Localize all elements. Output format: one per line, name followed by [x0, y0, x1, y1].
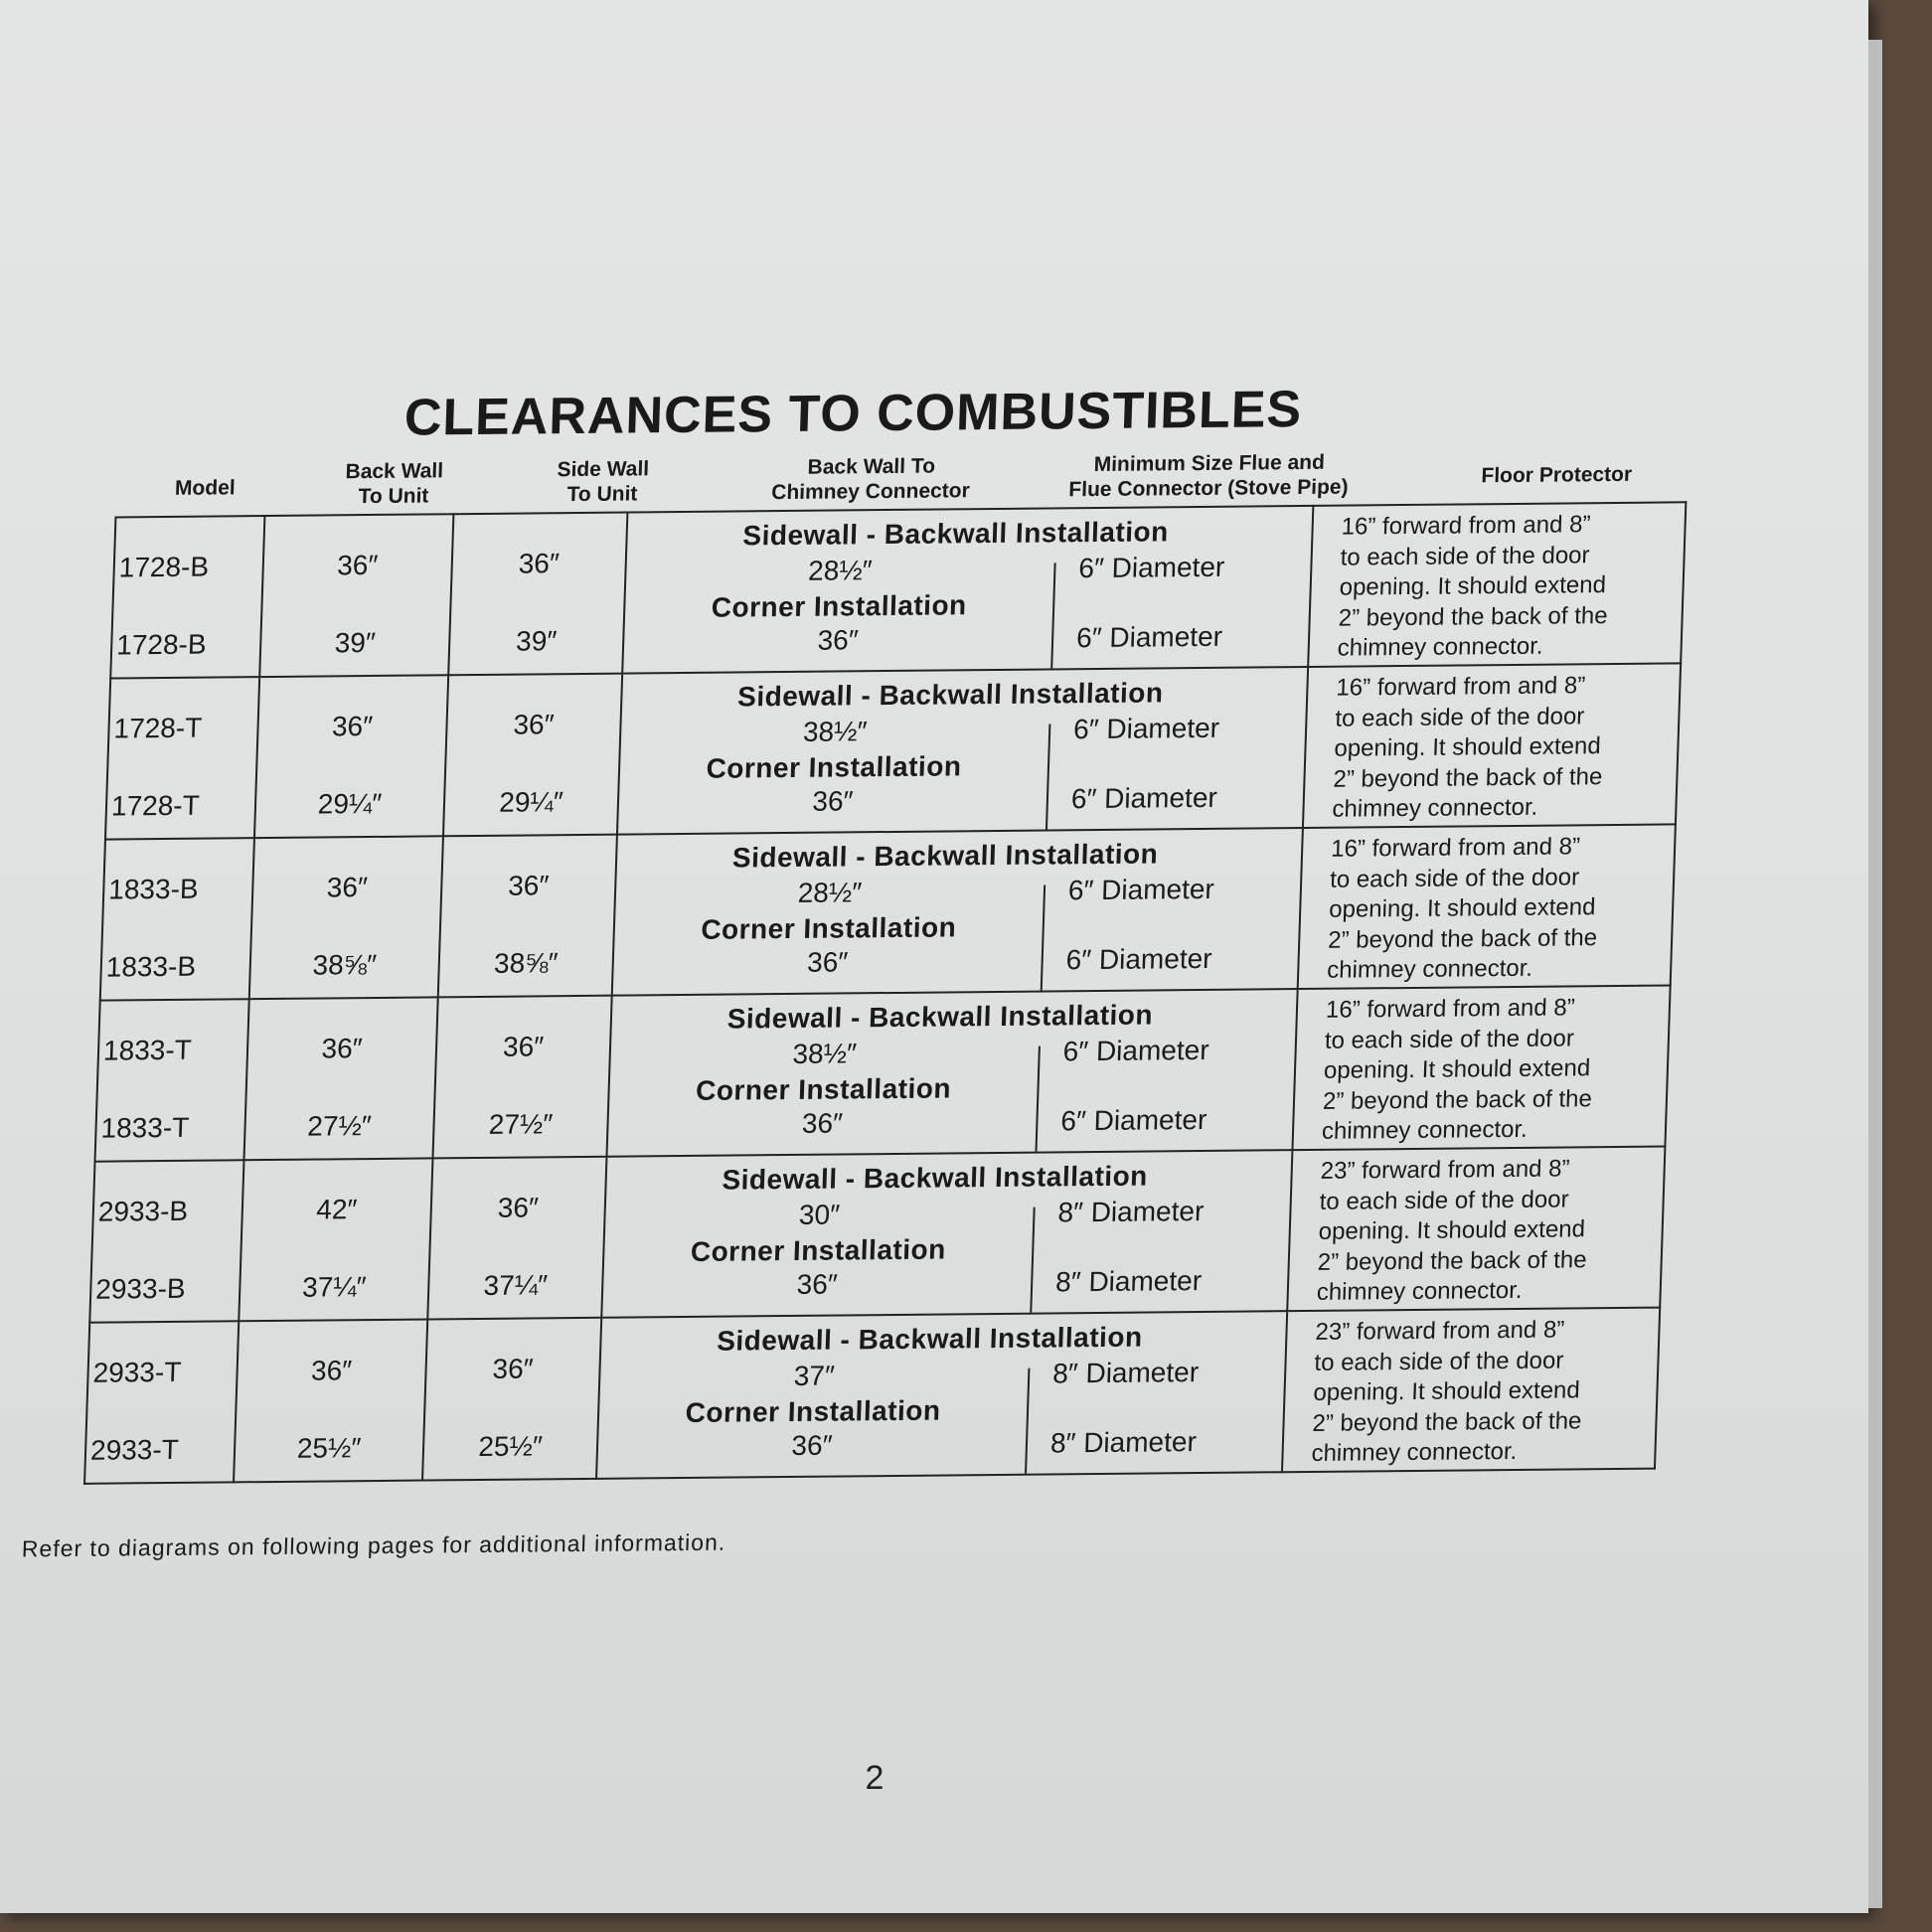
side-wall-corner-value: 38⅝″	[493, 947, 560, 979]
sidewall-installation-label: Sidewall - Backwall Installation	[722, 1160, 1149, 1196]
chimney-corner-value: 36″	[790, 1429, 834, 1461]
header-model: Model	[174, 476, 237, 500]
floor-line: to each side of the door	[1314, 1347, 1564, 1376]
side-wall-sidewall-value: 36″	[492, 1353, 535, 1384]
corner-installation-label: Corner Installation	[700, 911, 957, 945]
model-label: 1833-T	[102, 1034, 193, 1066]
back-wall-sidewall-value: 36″	[310, 1355, 353, 1386]
chimney-corner-value: 36″	[811, 785, 854, 817]
model-label: 1833-B	[105, 950, 197, 983]
flue-sidewall-value: 8″ Diameter	[1057, 1195, 1205, 1228]
back-wall-sidewall-value: 36″	[326, 872, 369, 903]
back-wall-cell	[234, 1319, 427, 1482]
floor-line: 23” forward from and 8”	[1320, 1155, 1570, 1185]
floor-line: 2” beyond the back of the	[1322, 1084, 1593, 1115]
model-label: 1833-B	[107, 873, 200, 905]
side-wall-cell	[427, 1157, 606, 1320]
back-wall-cell	[249, 836, 443, 999]
floor-protector-cell	[1282, 1308, 1660, 1473]
flue-sidewall-value: 6″ Diameter	[1062, 1034, 1210, 1067]
chimney-flue-cell	[601, 1150, 1292, 1318]
sidewall-installation-label: Sidewall - Backwall Installation	[731, 838, 1159, 874]
side-wall-corner-value: 39″	[515, 625, 558, 657]
side-wall-cell	[443, 674, 622, 837]
back-wall-cell	[259, 514, 453, 677]
back-wall-sidewall-value: 36″	[331, 710, 374, 742]
floor-line: chimney connector.	[1337, 632, 1543, 662]
flue-corner-value: 6″ Diameter	[1059, 1103, 1208, 1137]
model-cell	[95, 999, 249, 1161]
side-wall-sidewall-value: 36″	[518, 548, 561, 579]
sidewall-installation-label: Sidewall - Backwall Installation	[716, 1321, 1144, 1357]
header-side-wall: Side Wall To Unit	[557, 457, 650, 507]
table-row	[84, 1308, 1660, 1484]
floor-line: chimney connector.	[1321, 1115, 1529, 1145]
back-wall-sidewall-value: 42″	[315, 1194, 358, 1225]
page-edge	[1868, 40, 1882, 1908]
chimney-corner-value: 36″	[796, 1268, 839, 1300]
side-wall-cell	[432, 996, 611, 1159]
chimney-sidewall-value: 30″	[798, 1199, 841, 1230]
side-wall-sidewall-value: 36″	[507, 870, 550, 901]
chimney-sidewall-value: 38½″	[802, 716, 868, 747]
back-wall-corner-value: 39″	[334, 626, 377, 659]
floor-protector-cell	[1298, 824, 1676, 989]
clearances-document	[21, 361, 1789, 1562]
model-label: 1728-T	[113, 712, 203, 744]
chimney-sidewall-value: 38½″	[792, 1038, 858, 1069]
floor-line: to each side of the door	[1340, 541, 1590, 571]
table-row	[110, 502, 1686, 678]
flue-corner-value: 6″ Diameter	[1070, 781, 1218, 815]
floor-line: chimney connector.	[1311, 1437, 1518, 1467]
floor-line: 2” beyond the back of the	[1333, 762, 1603, 793]
back-wall-corner-value: 25½″	[296, 1432, 362, 1464]
model-label: 1728-T	[110, 789, 201, 822]
chimney-flue-cell	[606, 989, 1297, 1157]
model-label: 1728-B	[115, 628, 208, 661]
chimney-flue-cell	[617, 667, 1308, 835]
chimney-flue-cell	[596, 1311, 1287, 1479]
table-row	[100, 824, 1676, 1000]
flue-sidewall-value: 6″ Diameter	[1077, 551, 1225, 584]
flue-corner-value: 8″ Diameter	[1049, 1426, 1198, 1459]
floor-line: chimney connector.	[1316, 1276, 1524, 1306]
floor-line: 2” beyond the back of the	[1338, 601, 1609, 632]
back-wall-cell	[239, 1158, 432, 1321]
corner-installation-label: Corner Installation	[685, 1394, 942, 1429]
side-wall-cell	[438, 835, 617, 998]
page-title: CLEARANCES TO COMBUSTIBLES	[402, 380, 1304, 447]
chimney-sidewall-value: 28½″	[807, 555, 874, 586]
chimney-corner-value: 36″	[801, 1107, 844, 1139]
back-wall-corner-value: 38⅝″	[312, 948, 378, 981]
back-wall-corner-value: 27½″	[306, 1110, 373, 1142]
floor-line: 2” beyond the back of the	[1317, 1245, 1588, 1276]
floor-line: to each side of the door	[1319, 1185, 1570, 1215]
flue-sidewall-value: 6″ Diameter	[1067, 873, 1215, 906]
model-cell	[100, 838, 254, 1000]
floor-line: opening. It should extend	[1318, 1215, 1586, 1245]
side-wall-sidewall-value: 36″	[497, 1192, 540, 1223]
floor-line: opening. It should extend	[1339, 571, 1607, 601]
flue-corner-value: 6″ Diameter	[1075, 620, 1223, 654]
sidewall-installation-label: Sidewall - Backwall Installation	[736, 677, 1165, 713]
back-wall-corner-value: 29¼″	[317, 787, 383, 820]
corner-installation-label: Corner Installation	[711, 589, 968, 623]
model-label: 2933-B	[97, 1195, 189, 1227]
chimney-corner-value: 36″	[806, 946, 849, 978]
model-label: 2933-T	[89, 1433, 180, 1466]
side-wall-corner-value: 29¼″	[498, 786, 564, 818]
floor-protector-cell	[1287, 1147, 1665, 1312]
floor-line: opening. It should extend	[1313, 1376, 1581, 1406]
flue-sidewall-value: 6″ Diameter	[1072, 712, 1220, 745]
floor-line: chimney connector.	[1332, 793, 1538, 823]
back-wall-cell	[254, 675, 448, 838]
floor-protector-cell	[1308, 502, 1686, 667]
chimney-sidewall-value: 37″	[793, 1360, 836, 1391]
model-cell	[110, 516, 264, 678]
floor-line: opening. It should extend	[1328, 893, 1596, 923]
back-wall-cell	[243, 997, 437, 1160]
flue-corner-value: 8″ Diameter	[1054, 1265, 1203, 1298]
side-wall-corner-value: 27½″	[488, 1108, 554, 1140]
floor-line: 2” beyond the back of the	[1312, 1406, 1582, 1437]
floor-line: 16” forward from and 8”	[1336, 672, 1586, 702]
footnote: Refer to diagrams on following pages for additional information.	[21, 1529, 726, 1562]
floor-line: 16” forward from and 8”	[1330, 833, 1581, 863]
header-back-wall: Back Wall To Unit	[345, 459, 444, 509]
model-label: 1728-B	[118, 551, 210, 583]
sidewall-installation-label: Sidewall - Backwall Installation	[726, 999, 1154, 1035]
header-chimney: Back Wall To Chimney Connector	[770, 454, 971, 505]
header-flue: Minimum Size Flue and Flue Connector (Stove Pipe)	[1068, 450, 1349, 502]
side-wall-cell	[422, 1318, 601, 1481]
header-floor-protector: Floor Protector	[1481, 462, 1633, 488]
chimney-sidewall-value: 28½″	[797, 877, 863, 908]
back-wall-corner-value: 37¼″	[301, 1271, 368, 1303]
side-wall-corner-value: 25½″	[477, 1430, 544, 1463]
table-row	[105, 663, 1681, 839]
side-wall-corner-value: 37¼″	[483, 1269, 549, 1301]
table-row	[89, 1147, 1665, 1323]
clearances-table	[83, 501, 1687, 1485]
floor-line: 23” forward from and 8”	[1315, 1316, 1565, 1346]
model-label: 1833-T	[100, 1111, 190, 1144]
floor-line: 16” forward from and 8”	[1325, 994, 1576, 1024]
floor-protector-cell	[1292, 985, 1670, 1150]
flue-sidewall-value: 8″ Diameter	[1051, 1357, 1200, 1389]
floor-line: 16” forward from and 8”	[1341, 511, 1591, 541]
corner-installation-label: Corner Installation	[690, 1233, 947, 1267]
chimney-flue-cell	[622, 506, 1313, 674]
side-wall-sidewall-value: 36″	[513, 709, 556, 740]
page-number: 2	[865, 1759, 885, 1797]
model-cell	[105, 677, 259, 839]
floor-line: opening. It should extend	[1323, 1054, 1591, 1084]
model-label: 2933-T	[92, 1356, 182, 1388]
floor-line: to each side of the door	[1329, 863, 1580, 893]
chimney-flue-cell	[612, 828, 1303, 996]
model-cell	[84, 1321, 239, 1483]
floor-line: 2” beyond the back of the	[1327, 923, 1598, 954]
model-label: 2933-B	[94, 1272, 187, 1305]
corner-installation-label: Corner Installation	[695, 1072, 952, 1106]
flue-corner-value: 6″ Diameter	[1065, 942, 1213, 976]
back-wall-sidewall-value: 36″	[336, 549, 379, 581]
model-cell	[89, 1160, 243, 1322]
corner-installation-label: Corner Installation	[706, 750, 962, 784]
side-wall-sidewall-value: 36″	[502, 1031, 545, 1062]
floor-line: chimney connector.	[1326, 954, 1533, 984]
floor-line: to each side of the door	[1335, 702, 1585, 732]
sidewall-installation-label: Sidewall - Backwall Installation	[741, 516, 1170, 552]
floor-protector-cell	[1303, 663, 1681, 828]
table-row	[95, 985, 1671, 1161]
floor-line: opening. It should extend	[1334, 732, 1602, 762]
back-wall-sidewall-value: 36″	[321, 1033, 364, 1064]
chimney-corner-value: 36″	[817, 624, 860, 656]
floor-line: to each side of the door	[1324, 1024, 1575, 1054]
side-wall-cell	[448, 513, 627, 676]
